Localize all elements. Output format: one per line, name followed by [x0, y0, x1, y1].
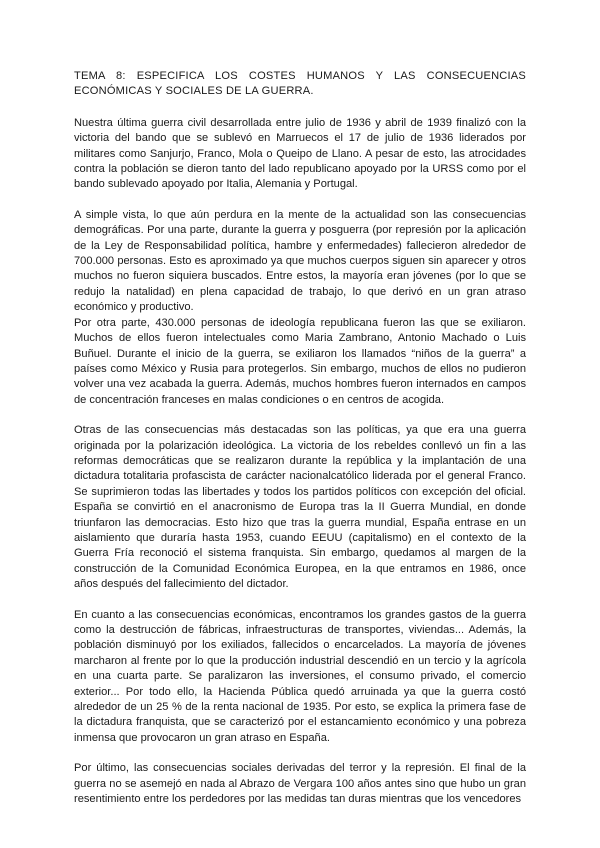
paragraph-economic: En cuanto a las consecuencias económicas, encontramos los grandes gastos de la guerra como la destrucción de fábricas, infraestructuras de transportes, viviendas... Además, la población disminuyó por los exiliados, fallecidos o encarcelados. La mayoría de jóvenes marcharon al frente por lo que la producción industrial descendió en un tercio y la agrícola en una cuarta parte. Se paralizaron las inversiones, el consumo privado, el comercio exterior... Por todo ello, la Hacienda Pública quedó arruinada ya que la guerra costó alrededor de un 25 % de la renta nacional de 1935. Por esto, se explica la primera fase de la dictadura franquista, que se caracterizó por el estancamiento económico y una pobreza inmensa que provocaron un gran atraso en España.	[74, 608, 526, 744]
paragraph-intro: Nuestra última guerra civil desarrollada entre julio de 1936 y abril de 1939 finalizó con la victoria del bando que se sublevó en Marruecos el 17 de julio de 1936 liderados por militares como Sanjurjo, Franco, Mola o Queipo de Llano. A pesar de esto, las atrocidades contra la población se dieron tanto del lado republicano apoyado por la URSS como por el bando sublevado apoyado por Italia, Alemania y Portugal.	[74, 116, 526, 191]
document-title: TEMA 8: ESPECIFICA LOS COSTES HUMANOS Y LAS CONSECUENCIAS ECONÓMICAS Y SOCIALES DE LA GUERRA.	[74, 70, 526, 98]
document-body	[74, 69, 526, 822]
paragraph-exile: Por otra parte, 430.000 personas de ideología republicana fueron las que se exiliaron. Muchos de ellos fueron intelectuales como Maria Zambrano, Antonio Machado o Luis Buñuel. Durante el inicio de la guerra, se exiliaron los llamados “niños de la guerra” a países como México y Rusia para protegerlos. Sin embargo, muchos de ellos no pudieron volver una vez acabada la guerra. Además, muchos hombres fueron internados en campos de concentración franceses en malas condiciones o en centros de acogida.	[74, 316, 526, 406]
paragraph-demographic: A simple vista, lo que aún perdura en la mente de la actualidad son las consecuencias demográficas. Por una parte, durante la guerra y posguerra (por represión por la aplicación de la Ley de Responsabilidad política, hambre y enfermedades) fallecieron alrededor de 700.000 personas. Esto es aproximado ya que muchos cuerpos siguen sin aparecer y otros muchos no fueron siquiera buscados. Entre estos, la mayoría eran jóvenes (por lo que se redujo la natalidad) en plena capacidad de trabajo, lo que derivó en un gran atraso económico y productivo.	[74, 208, 526, 314]
paragraph-social: Por último, las consecuencias sociales derivadas del terror y la represión. El final de la guerra no se asemejó en nada al Abrazo de Vergara 100 años antes sino que hubo un gran resentimiento entre los perdedores por las medidas tan duras mientras que los vencedores	[74, 762, 526, 806]
paragraph-political: Otras de las consecuencias más destacadas son las políticas, ya que era una guerra originada por la polarización ideológica. La victoria de los rebeldes conllevó un fin a las reformas democráticas que se realizaron durante la república y la implantación de una dictadura totalitaria profascista de carácter nacionalcatólico liderada por el general Franco. Se suprimieron todas las libertades y todos los partidos políticos con excepción del oficial. España se convirtió en el anacronismo de Europa tras la II Guerra Mundial, en donde triunfaron las democracias. Esto hizo que tras la guerra mundial, España entrase en un aislamiento que duraría hasta 1953, cuando EEUU (capitalismo) en el contexto de la Guerra Fría reconoció el sistema franquista. Sin embargo, quedamos al margen de la construcción de la Comunidad Económica Europea, en la que entramos en 1986, once años después del fallecimiento del dictador.	[74, 424, 526, 591]
